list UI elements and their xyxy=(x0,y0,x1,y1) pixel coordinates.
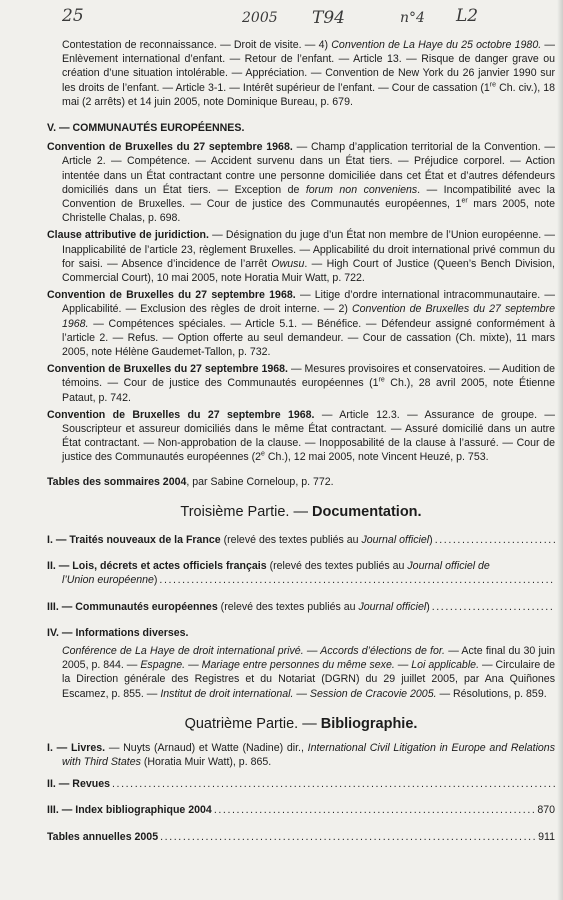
dot-leader xyxy=(214,803,534,817)
dot-leader xyxy=(435,533,555,547)
informations-diverses-text: Conférence de La Haye de droit international privé. — Accords d’élections de for. — Acte final du 30 juin 2005, p. 844. — Espagne. — Mariage entre personnes du même sexe. — Loi applicable. — Circulaire de la Direction générale des Registres et du Notariat (DGRN) du 29 juillet 2005, par Ana Quiñones Escamez, p. 855. — Institut de droit international. — Session de Cracovie 2005. — Résolutions, p. 859. xyxy=(62,644,555,700)
toc-line-communautes: III. — Communautés européennes (relevé des textes publiés au Journal officiel) ..... xyxy=(47,600,555,614)
toc-line-traites: I. — Traités nouveaux de la France (relevé des textes publiés au Journal officiel) ..... xyxy=(47,533,555,547)
continued-entry: Contestation de reconnaissance. — Droit de visite. — 4) Convention de La Haye du 25 octobre 1980. — Enlèvement international d’enfant. — Retour de l’enfant. — Article 13. — Risque de danger grave ou création d’une situation intolérable. — Appréciation. — Convention de New York du 26 janvier 1990 sur les droits de l’enfant. — Article 3-1. — Intérêt supérieur de l’enfant. — Cour de cassation (1re Ch. civ.), 18 mai (2 arrêts) et 14 juin 2005, note Dominique Bureau, p. 679. xyxy=(62,39,555,108)
entry-item: Clause attributive de juridiction. — Désignation du juge d’un État non membre de l’Union européenne. — Inapplicabilité de l’article 23, règlement Bruxelles. — Applicabilité du droit international privé commun du for saisi. — Absence d’incidence de l’arrêt Owusu. — High Court of Justice (Queen’s Bench Division, Commercial Court), 10 mai 2005, note Horatia Muir Watt, p. 722. xyxy=(47,229,555,285)
page-number: 911 xyxy=(538,830,555,843)
dot-leader xyxy=(160,830,535,844)
part-heading-bibliographie: Quatrième Partie. — Bibliographie. xyxy=(184,715,418,732)
handwritten-year: 2005 xyxy=(242,10,278,26)
part-heading-documentation: Troisième Partie. — Documentation. xyxy=(180,503,422,520)
toc-line-tables-annuelles: Tables annuelles 2005 ..... 911 xyxy=(47,830,555,844)
toc-line-informations: IV. — Informations diverses. xyxy=(47,626,189,639)
entry-item: Convention de Bruxelles du 27 septembre 1968. — Mesures provisoires et conservatoires. — Audition de témoins. — Cour de justice des Communautés européennes (1re Ch.), 28 avril 2005, note Étienne Pataut, p. 742. xyxy=(47,363,555,404)
dot-leader xyxy=(112,777,555,791)
toc-line-lois: II. — Lois, décrets et actes officiels français (relevé des textes publiés au Journal officiel de l’Union européenne) ..... xyxy=(47,559,555,587)
toc-line-revues: II. — Revues ..... xyxy=(47,777,555,791)
document-page xyxy=(47,38,555,844)
dot-leader xyxy=(159,573,555,587)
handwritten-annotations xyxy=(0,6,563,36)
handwritten-code: T94 xyxy=(312,8,345,28)
handwritten-initials: L2 xyxy=(456,6,479,26)
entry-item: Convention de Bruxelles du 27 septembre 1968. — Article 12.3. — Assurance de groupe. — Souscripteur et assureur domiciliés dans le même État contractant. — Assuré domicilié dans un autre État contractant. — Non-approbation de la clause. — Inopposabilité de la clause à l’assuré. — Cour de justice des Communautés européennes (2e Ch.), 12 mai 2005, note Vincent Heuzé, p. 753. xyxy=(47,408,556,464)
handwritten-issue: n°4 xyxy=(400,10,425,26)
toc-line-index: III. — Index bibliographique 2004 ..... 870 xyxy=(47,803,555,817)
entry-item: Convention de Bruxelles du 27 septembre 1968. — Litige d’ordre international intracommunautaire. — Applicabilité. — Exclusion des règles de droit interne. — 2) Convention de Bruxelles du 27 septembre 1968. — Compétences spéciales. — Article 5.1. — Bénéfice. — Défendeur assigné conformément à l’article 2. — Refus. — Option offerte au seul demandeur. — Cour de cassation (Ch. mixte), 11 mars 2005, note Hélène Gaudemet-Tallon, p. 732. xyxy=(47,289,556,359)
section-heading-communautes: V. — COMMUNAUTÉS EUROPÉENNES. xyxy=(47,122,245,135)
biblio-livres: I. — Livres. — Nuyts (Arnaud) et Watte (Nadine) dir., International Civil Litigation in Europe and Relations with Third States (Horatia Muir Watt), p. 865. xyxy=(47,741,555,768)
dot-leader xyxy=(432,600,555,614)
scan-shadow xyxy=(557,0,563,900)
handwritten-number: 25 xyxy=(62,6,84,26)
page-number: 870 xyxy=(537,804,555,817)
entry-item: Convention de Bruxelles du 27 septembre 1968. — Champ d’application territorial de la Convention. — Article 2. — Compétence. — Accident survenu dans un État tiers. — Préjudice corporel. — Action intentée dans un État contractant contre une personne domiciliée dans cet État et d’autres défendeurs domiciliés dans un État tiers. — Exception de forum non conveniens. — Incompatibilité avec la Convention de Bruxelles. — Cour de justice des Communautés européennes, 1er mars 2005, note Christelle Chalas, p. 698. xyxy=(47,141,556,225)
tables-sommaires: Tables des sommaires 2004, par Sabine Corneloup, p. 772. xyxy=(47,475,334,488)
